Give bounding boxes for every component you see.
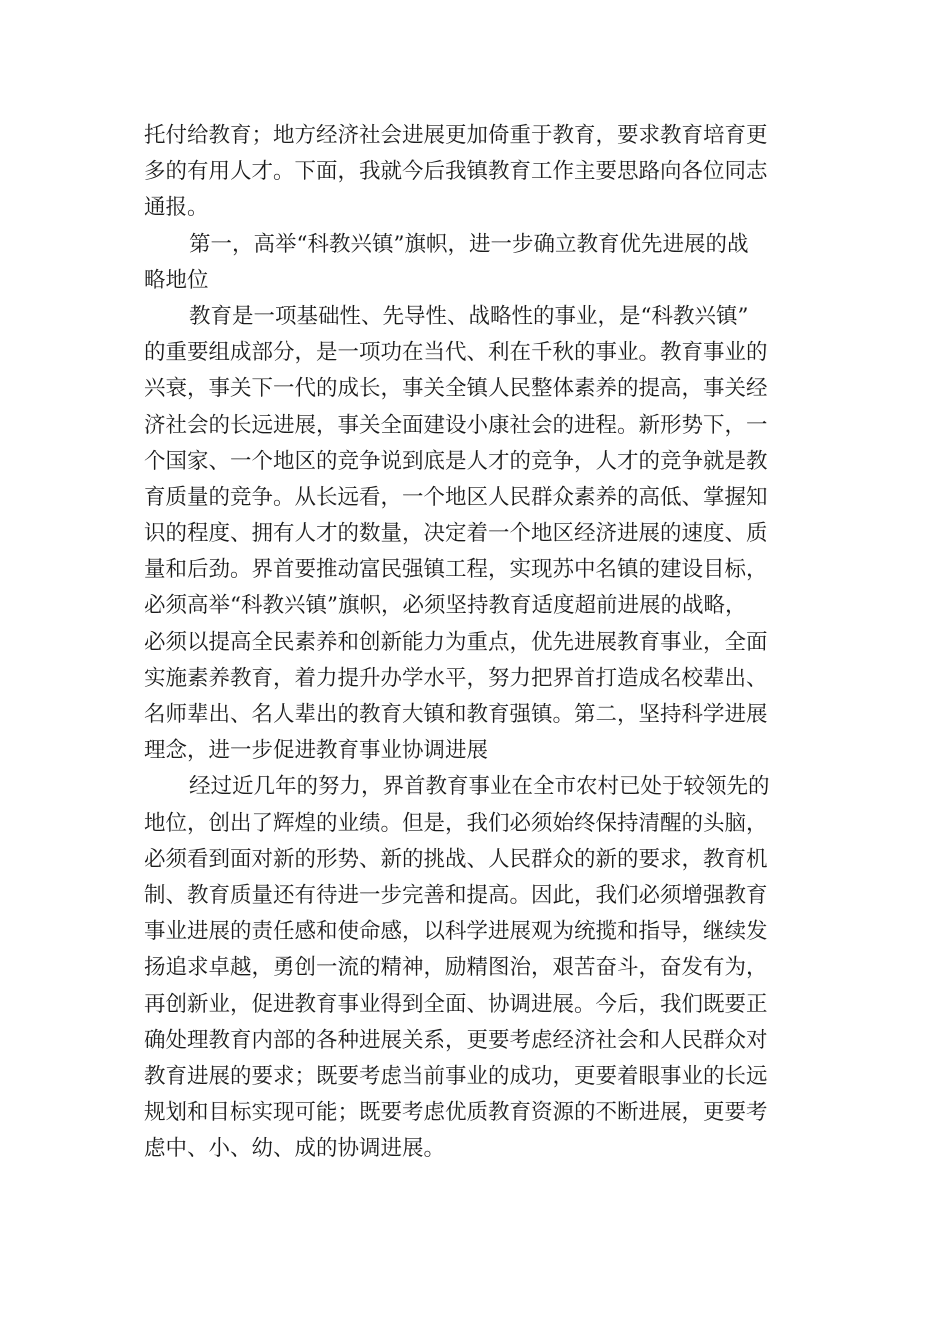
text-line: 实施素养教育，着力提升办学水平，努力把界首打造成名校辈出、	[144, 665, 768, 691]
text-line: 的重要组成部分，是一项功在当代、利在千秋的事业。教育事业的	[144, 340, 768, 366]
text-line: 扬追求卓越，勇创一流的精神，励精图治，艰苦奋斗，奋发有为，	[144, 955, 768, 981]
text-line: 事业进展的责任感和使命感，以科学进展观为统揽和指导，继续发	[144, 919, 768, 945]
section-heading-line: 第一，高举“科教兴镇”旗帜，进一步确立教育优先进展的战	[189, 231, 749, 257]
text-line: 教育是一项基础性、先导性、战略性的事业，是“科教兴镇”	[189, 303, 749, 329]
section-heading-line: 略地位	[144, 267, 209, 293]
text-line: 托付给教育；地方经济社会进展更加倚重于教育，要求教育培育更	[144, 123, 768, 148]
text-line: 教育进展的要求；既要考虑当前事业的成功，更要着眼事业的长远	[144, 1063, 768, 1089]
text-line: 规划和目标实现可能；既要考虑优质教育资源的不断进展，更要考	[144, 1100, 768, 1126]
text-line: 经过近几年的努力，界首教育事业在全市农村已处于较领先的	[189, 774, 770, 800]
text-line: 制、教育质量还有待进一步完善和提高。因此，我们必须增强教育	[144, 882, 768, 908]
text-line: 虑中、小、幼、成的协调进展。	[144, 1136, 446, 1162]
text-line: 再创新业，促进教育事业得到全面、协调进展。今后，我们既要正	[144, 991, 768, 1017]
text-line: 名师辈出、名人辈出的教育大镇和教育强镇。第二，坚持科学进展	[144, 702, 768, 727]
text-line: 必须以提高全民素养和创新能力为重点，优先进展教育事业，全面	[144, 629, 768, 655]
text-line: 理念，进一步促进教育事业协调进展	[144, 738, 489, 764]
text-line: 确处理教育内部的各种进展关系，更要考虑经济社会和人民群众对	[144, 1027, 768, 1053]
text-line: 必须高举“科教兴镇”旗帜，必须坚持教育适度超前进展的战略，	[144, 593, 747, 619]
text-line: 必须看到面对新的形势、新的挑战、人民群众的新的要求，教育机	[144, 846, 768, 872]
text-line: 识的程度、拥有人才的数量，决定着一个地区经济进展的速度、质	[144, 521, 768, 547]
text-line: 通报。	[144, 195, 209, 221]
text-line: 个国家、一个地区的竞争说到底是人才的竞争，人才的竞争就是教	[144, 448, 768, 474]
text-line: 兴衰，事关下一代的成长，事关全镇人民整体素养的提高，事关经	[144, 376, 768, 402]
text-line: 量和后劲。界首要推动富民强镇工程，实现苏中名镇的建设目标，	[144, 557, 768, 583]
text-line: 济社会的长远进展，事关全面建设小康社会的进程。新形势下，一	[144, 412, 768, 438]
text-line: 地位，创出了辉煌的业绩。但是，我们必须始终保持清醒的头脑，	[144, 810, 768, 836]
text-line: 育质量的竞争。从长远看，一个地区人民群众素养的高低、掌握知	[144, 484, 768, 510]
text-line: 多的有用人才。下面，我就今后我镇教育工作主要思路向各位同志	[144, 159, 768, 185]
document-body	[144, 118, 808, 1167]
